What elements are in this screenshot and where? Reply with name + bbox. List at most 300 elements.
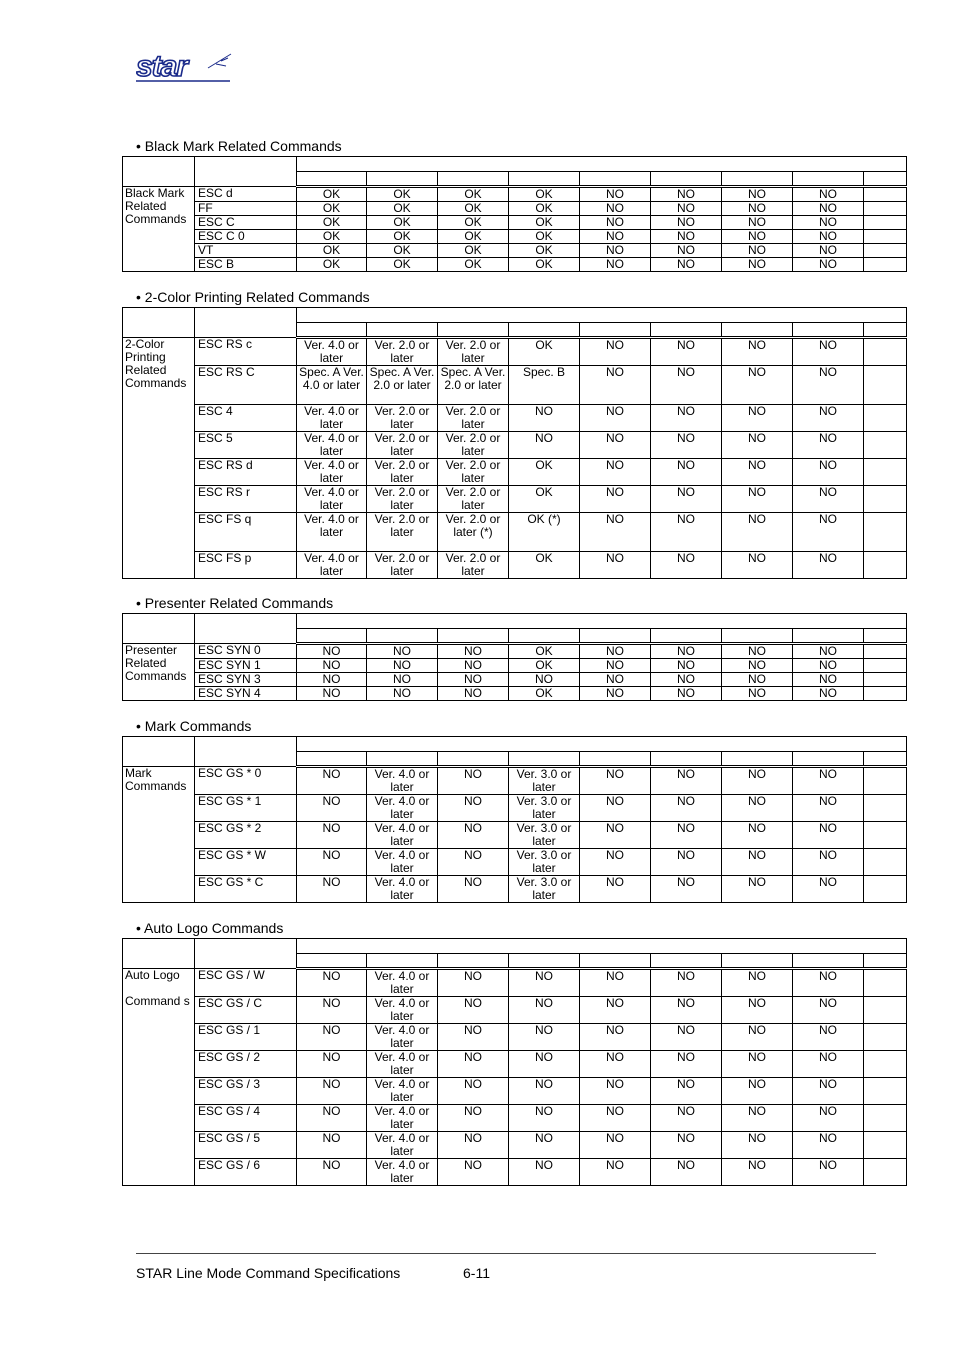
support-cell: NO xyxy=(580,673,651,687)
support-cell: NO xyxy=(367,644,438,659)
support-cell xyxy=(864,1078,907,1105)
support-cell xyxy=(864,687,907,701)
command-cell: ESC GS * 2 xyxy=(195,822,297,849)
command-cell: FF xyxy=(195,202,297,216)
support-cell: Spec. B xyxy=(509,366,580,405)
support-cell: NO xyxy=(651,659,722,673)
support-cell: Ver. 4.0 or later xyxy=(297,552,367,579)
support-cell: Ver. 4.0 or later xyxy=(297,513,367,552)
support-cell: NO xyxy=(438,1105,509,1132)
support-cell: Ver. 4.0 or later xyxy=(297,338,367,366)
footer-title: STAR Line Mode Command Specifications xyxy=(136,1265,401,1281)
support-cell: OK xyxy=(509,486,580,513)
support-cell: OK xyxy=(438,187,509,202)
section-title: • Mark Commands xyxy=(136,718,252,734)
support-cell: NO xyxy=(651,644,722,659)
support-cell: NO xyxy=(297,997,367,1024)
support-cell: NO xyxy=(509,1051,580,1078)
support-cell: NO xyxy=(651,1105,722,1132)
support-cell: NO xyxy=(651,997,722,1024)
header-cell xyxy=(793,629,864,644)
support-cell: NO xyxy=(580,849,651,876)
support-cell: NO xyxy=(651,1024,722,1051)
support-cell: Ver. 2.0 or later xyxy=(367,552,438,579)
support-cell: NO xyxy=(651,432,722,459)
support-cell: Ver. 2.0 or later xyxy=(367,338,438,366)
support-cell xyxy=(864,795,907,822)
header-cell xyxy=(651,629,722,644)
support-cell: NO xyxy=(509,1159,580,1186)
support-cell: NO xyxy=(438,659,509,673)
support-cell xyxy=(864,1024,907,1051)
support-cell: NO xyxy=(722,216,793,230)
support-cell: Ver. 3.0 or later xyxy=(509,767,580,795)
header-cell xyxy=(864,172,907,187)
support-cell: NO xyxy=(651,366,722,405)
table-header-row xyxy=(123,157,907,172)
support-cell xyxy=(864,432,907,459)
support-cell: NO xyxy=(651,1051,722,1078)
table-row xyxy=(123,1078,907,1105)
table-row xyxy=(123,1051,907,1078)
support-cell: NO xyxy=(722,687,793,701)
support-cell: NO xyxy=(793,644,864,659)
support-cell xyxy=(864,187,907,202)
support-cell: OK xyxy=(297,187,367,202)
support-cell: NO xyxy=(722,405,793,432)
support-cell: Spec. A Ver. 2.0 or later xyxy=(438,366,509,405)
support-cell: Ver. 2.0 or later xyxy=(367,405,438,432)
group-cell: Auto Logo Command s xyxy=(123,969,195,1186)
support-cell: NO xyxy=(509,1078,580,1105)
support-cell xyxy=(864,338,907,366)
support-cell: NO xyxy=(793,366,864,405)
support-cell: NO xyxy=(722,767,793,795)
support-cell: NO xyxy=(580,405,651,432)
header-cell xyxy=(297,954,367,969)
support-cell: NO xyxy=(722,659,793,673)
support-cell: NO xyxy=(580,1051,651,1078)
support-cell: NO xyxy=(722,997,793,1024)
support-cell: OK xyxy=(509,244,580,258)
support-cell xyxy=(864,513,907,552)
support-cell: NO xyxy=(509,997,580,1024)
support-cell: NO xyxy=(580,1078,651,1105)
command-cell: ESC GS / C xyxy=(195,997,297,1024)
command-cell: ESC GS / 4 xyxy=(195,1105,297,1132)
command-cell: ESC GS / 2 xyxy=(195,1051,297,1078)
support-cell: Ver. 2.0 or later xyxy=(367,486,438,513)
group-cell: Presenter Related Commands xyxy=(123,644,195,701)
header-cell xyxy=(864,323,907,338)
command-cell: ESC SYN 3 xyxy=(195,673,297,687)
support-cell: Ver. 4.0 or later xyxy=(367,1024,438,1051)
support-cell: NO xyxy=(722,1078,793,1105)
command-cell: VT xyxy=(195,244,297,258)
support-cell xyxy=(864,849,907,876)
header-cell xyxy=(367,954,438,969)
header-cell xyxy=(580,752,651,767)
support-cell: NO xyxy=(793,187,864,202)
support-cell: OK xyxy=(438,258,509,272)
support-cell: NO xyxy=(438,795,509,822)
support-cell: NO xyxy=(651,216,722,230)
command-cell: ESC GS / 6 xyxy=(195,1159,297,1186)
support-cell: NO xyxy=(297,822,367,849)
header-cell xyxy=(793,323,864,338)
support-cell: NO xyxy=(580,338,651,366)
header-cell xyxy=(864,752,907,767)
support-cell xyxy=(864,644,907,659)
support-cell: NO xyxy=(651,338,722,366)
support-cell: Ver. 2.0 or later xyxy=(367,513,438,552)
header-cell xyxy=(580,954,651,969)
support-cell: NO xyxy=(722,822,793,849)
support-cell: NO xyxy=(580,486,651,513)
header-cell xyxy=(297,614,907,629)
support-cell: NO xyxy=(580,644,651,659)
support-cell: NO xyxy=(438,822,509,849)
support-cell: NO xyxy=(722,1105,793,1132)
table-row xyxy=(123,876,907,903)
support-cell: Ver. 4.0 or later xyxy=(367,1078,438,1105)
support-cell: OK xyxy=(367,244,438,258)
support-cell: OK xyxy=(297,258,367,272)
support-cell: NO xyxy=(297,1078,367,1105)
command-cell: ESC C 0 xyxy=(195,230,297,244)
support-cell: NO xyxy=(438,644,509,659)
compat-table xyxy=(122,938,907,1186)
header-cell xyxy=(651,954,722,969)
header-cell xyxy=(438,752,509,767)
table-row xyxy=(123,459,907,486)
support-cell xyxy=(864,673,907,687)
support-cell: NO xyxy=(793,1159,864,1186)
command-cell: ESC FS q xyxy=(195,513,297,552)
command-cell: ESC GS * C xyxy=(195,876,297,903)
table-row xyxy=(123,659,907,673)
header-cell xyxy=(509,954,580,969)
support-cell xyxy=(864,969,907,997)
support-cell: NO xyxy=(793,230,864,244)
support-cell: NO xyxy=(722,644,793,659)
header-cell xyxy=(438,172,509,187)
table-row xyxy=(123,822,907,849)
support-cell: NO xyxy=(367,659,438,673)
support-cell: OK xyxy=(509,216,580,230)
support-cell: NO xyxy=(651,1132,722,1159)
command-cell: ESC 5 xyxy=(195,432,297,459)
command-cell: ESC SYN 4 xyxy=(195,687,297,701)
support-cell: Spec. A Ver. 4.0 or later xyxy=(297,366,367,405)
support-cell: NO xyxy=(651,405,722,432)
header-cell xyxy=(509,752,580,767)
support-cell: NO xyxy=(297,644,367,659)
command-cell: ESC RS r xyxy=(195,486,297,513)
support-cell: OK xyxy=(509,644,580,659)
table-row xyxy=(123,1105,907,1132)
section-title: • Presenter Related Commands xyxy=(136,595,334,611)
support-cell: NO xyxy=(580,459,651,486)
support-cell: NO xyxy=(297,795,367,822)
support-cell: NO xyxy=(722,258,793,272)
support-cell: NO xyxy=(438,876,509,903)
support-cell: NO xyxy=(367,687,438,701)
header-cell xyxy=(438,954,509,969)
header-cell xyxy=(509,172,580,187)
support-cell: NO xyxy=(297,1159,367,1186)
support-cell: Ver. 4.0 or later xyxy=(367,969,438,997)
support-cell: NO xyxy=(438,1132,509,1159)
support-cell: NO xyxy=(651,187,722,202)
footer-divider xyxy=(136,1253,876,1254)
support-cell: Ver. 4.0 or later xyxy=(367,1159,438,1186)
support-cell: Spec. A Ver. 2.0 or later xyxy=(367,366,438,405)
support-cell: NO xyxy=(651,258,722,272)
support-cell: Ver. 4.0 or later xyxy=(367,795,438,822)
section-title: • 2-Color Printing Related Commands xyxy=(136,289,370,305)
command-cell: ESC RS C xyxy=(195,366,297,405)
support-cell xyxy=(864,244,907,258)
support-cell: Ver. 3.0 or later xyxy=(509,849,580,876)
support-cell: NO xyxy=(297,969,367,997)
table-row xyxy=(123,513,907,552)
support-cell: NO xyxy=(793,513,864,552)
header-cell xyxy=(195,737,297,767)
table-row xyxy=(123,767,907,795)
header-cell xyxy=(367,172,438,187)
group-cell: Black Mark Related Commands xyxy=(123,187,195,272)
header-cell xyxy=(722,752,793,767)
support-cell: NO xyxy=(297,876,367,903)
command-cell: ESC RS d xyxy=(195,459,297,486)
support-cell: NO xyxy=(580,187,651,202)
group-cell: 2-Color Printing Related Commands xyxy=(123,338,195,579)
table-row xyxy=(123,244,907,258)
support-cell: NO xyxy=(509,1105,580,1132)
header-cell xyxy=(297,323,367,338)
header-cell xyxy=(438,629,509,644)
support-cell: NO xyxy=(580,969,651,997)
support-cell: Ver. 4.0 or later xyxy=(367,876,438,903)
support-cell: OK xyxy=(367,202,438,216)
support-cell: Ver. 4.0 or later xyxy=(297,459,367,486)
support-cell: NO xyxy=(793,338,864,366)
support-cell: NO xyxy=(580,997,651,1024)
support-cell: NO xyxy=(297,767,367,795)
support-cell: NO xyxy=(722,1051,793,1078)
support-cell: OK xyxy=(297,216,367,230)
header-cell xyxy=(651,172,722,187)
header-cell xyxy=(793,752,864,767)
header-cell xyxy=(123,614,195,644)
support-cell: OK xyxy=(509,659,580,673)
support-cell xyxy=(864,1159,907,1186)
support-cell xyxy=(864,366,907,405)
support-cell: NO xyxy=(793,552,864,579)
support-cell: Ver. 3.0 or later xyxy=(509,822,580,849)
support-cell: NO xyxy=(722,1132,793,1159)
support-cell xyxy=(864,822,907,849)
support-cell: NO xyxy=(438,1159,509,1186)
support-cell: NO xyxy=(297,1051,367,1078)
table-header-row xyxy=(123,308,907,323)
support-cell: NO xyxy=(438,969,509,997)
support-cell: NO xyxy=(793,687,864,701)
table-row xyxy=(123,405,907,432)
command-cell: ESC GS / 3 xyxy=(195,1078,297,1105)
support-cell: NO xyxy=(509,673,580,687)
command-cell: ESC GS * 0 xyxy=(195,767,297,795)
header-cell xyxy=(195,157,297,187)
support-cell: Ver. 2.0 or later xyxy=(438,552,509,579)
support-cell: NO xyxy=(651,513,722,552)
header-cell xyxy=(297,308,907,323)
support-cell xyxy=(864,486,907,513)
svg-text:star: star xyxy=(136,52,188,82)
support-cell: NO xyxy=(793,244,864,258)
support-cell: NO xyxy=(793,997,864,1024)
support-cell: NO xyxy=(509,405,580,432)
header-cell xyxy=(297,752,367,767)
support-cell: NO xyxy=(793,1132,864,1159)
support-cell: NO xyxy=(793,1024,864,1051)
support-cell: NO xyxy=(580,216,651,230)
support-cell: OK (*) xyxy=(509,513,580,552)
support-cell: NO xyxy=(651,767,722,795)
support-cell: OK xyxy=(367,230,438,244)
header-cell xyxy=(297,939,907,954)
support-cell: NO xyxy=(580,767,651,795)
support-cell: NO xyxy=(580,795,651,822)
support-cell: NO xyxy=(793,486,864,513)
header-cell xyxy=(123,737,195,767)
support-cell: NO xyxy=(722,969,793,997)
header-cell xyxy=(580,629,651,644)
command-cell: ESC FS p xyxy=(195,552,297,579)
support-cell xyxy=(864,230,907,244)
support-cell: NO xyxy=(580,552,651,579)
support-cell: OK xyxy=(509,202,580,216)
support-cell: NO xyxy=(793,459,864,486)
support-cell: NO xyxy=(651,486,722,513)
support-cell: NO xyxy=(651,244,722,258)
command-cell: ESC B xyxy=(195,258,297,272)
support-cell: NO xyxy=(651,1159,722,1186)
support-cell: NO xyxy=(793,216,864,230)
support-cell: OK xyxy=(438,202,509,216)
support-cell: NO xyxy=(438,673,509,687)
command-cell: ESC SYN 1 xyxy=(195,659,297,673)
support-cell: NO xyxy=(722,1024,793,1051)
support-cell: NO xyxy=(438,1078,509,1105)
support-cell: OK xyxy=(367,187,438,202)
support-cell: NO xyxy=(651,202,722,216)
support-cell: NO xyxy=(793,1078,864,1105)
command-cell: ESC RS c xyxy=(195,338,297,366)
support-cell: Ver. 3.0 or later xyxy=(509,795,580,822)
support-cell: NO xyxy=(580,659,651,673)
support-cell: OK xyxy=(297,202,367,216)
support-cell: NO xyxy=(722,459,793,486)
support-cell: NO xyxy=(793,405,864,432)
support-cell: NO xyxy=(580,202,651,216)
support-cell: NO xyxy=(509,432,580,459)
support-cell xyxy=(864,876,907,903)
support-cell: NO xyxy=(297,849,367,876)
support-cell: NO xyxy=(793,1051,864,1078)
support-cell: OK xyxy=(297,244,367,258)
compat-table xyxy=(122,736,907,903)
support-cell: NO xyxy=(793,202,864,216)
table-row xyxy=(123,997,907,1024)
support-cell xyxy=(864,459,907,486)
header-cell xyxy=(123,308,195,338)
support-cell: NO xyxy=(722,876,793,903)
support-cell: Ver. 3.0 or later xyxy=(509,876,580,903)
support-cell: NO xyxy=(438,767,509,795)
command-cell: ESC d xyxy=(195,187,297,202)
header-cell xyxy=(195,308,297,338)
support-cell xyxy=(864,216,907,230)
command-cell: ESC SYN 0 xyxy=(195,644,297,659)
support-cell: NO xyxy=(722,366,793,405)
header-cell xyxy=(297,629,367,644)
support-cell: OK xyxy=(509,187,580,202)
table-row xyxy=(123,366,907,405)
support-cell: OK xyxy=(367,258,438,272)
support-cell: Ver. 4.0 or later xyxy=(297,405,367,432)
table-row xyxy=(123,216,907,230)
support-cell: Ver. 4.0 or later xyxy=(367,997,438,1024)
table-row xyxy=(123,432,907,459)
support-cell: NO xyxy=(722,486,793,513)
table-header-row xyxy=(123,614,907,629)
header-cell xyxy=(722,172,793,187)
support-cell: Ver. 2.0 or later xyxy=(438,459,509,486)
support-cell: NO xyxy=(722,202,793,216)
support-cell: NO xyxy=(651,552,722,579)
support-cell: NO xyxy=(651,230,722,244)
support-cell: OK xyxy=(509,338,580,366)
command-cell: ESC GS / 5 xyxy=(195,1132,297,1159)
support-cell: OK xyxy=(438,230,509,244)
header-cell xyxy=(367,629,438,644)
header-cell xyxy=(722,323,793,338)
support-cell: NO xyxy=(651,849,722,876)
header-cell xyxy=(297,172,367,187)
support-cell: NO xyxy=(297,1105,367,1132)
support-cell: OK xyxy=(509,459,580,486)
support-cell: NO xyxy=(509,969,580,997)
support-cell: Ver. 2.0 or later xyxy=(438,486,509,513)
support-cell: NO xyxy=(793,876,864,903)
header-cell xyxy=(651,752,722,767)
support-cell: OK xyxy=(509,230,580,244)
support-cell: NO xyxy=(651,1078,722,1105)
support-cell: NO xyxy=(722,432,793,459)
support-cell xyxy=(864,767,907,795)
header-cell xyxy=(438,323,509,338)
support-cell: NO xyxy=(722,244,793,258)
support-cell: Ver. 4.0 or later xyxy=(367,1051,438,1078)
table-row xyxy=(123,673,907,687)
table-row xyxy=(123,187,907,202)
support-cell: NO xyxy=(580,1024,651,1051)
header-cell xyxy=(509,323,580,338)
support-cell: Ver. 2.0 or later xyxy=(438,432,509,459)
support-cell: Ver. 4.0 or later xyxy=(367,849,438,876)
